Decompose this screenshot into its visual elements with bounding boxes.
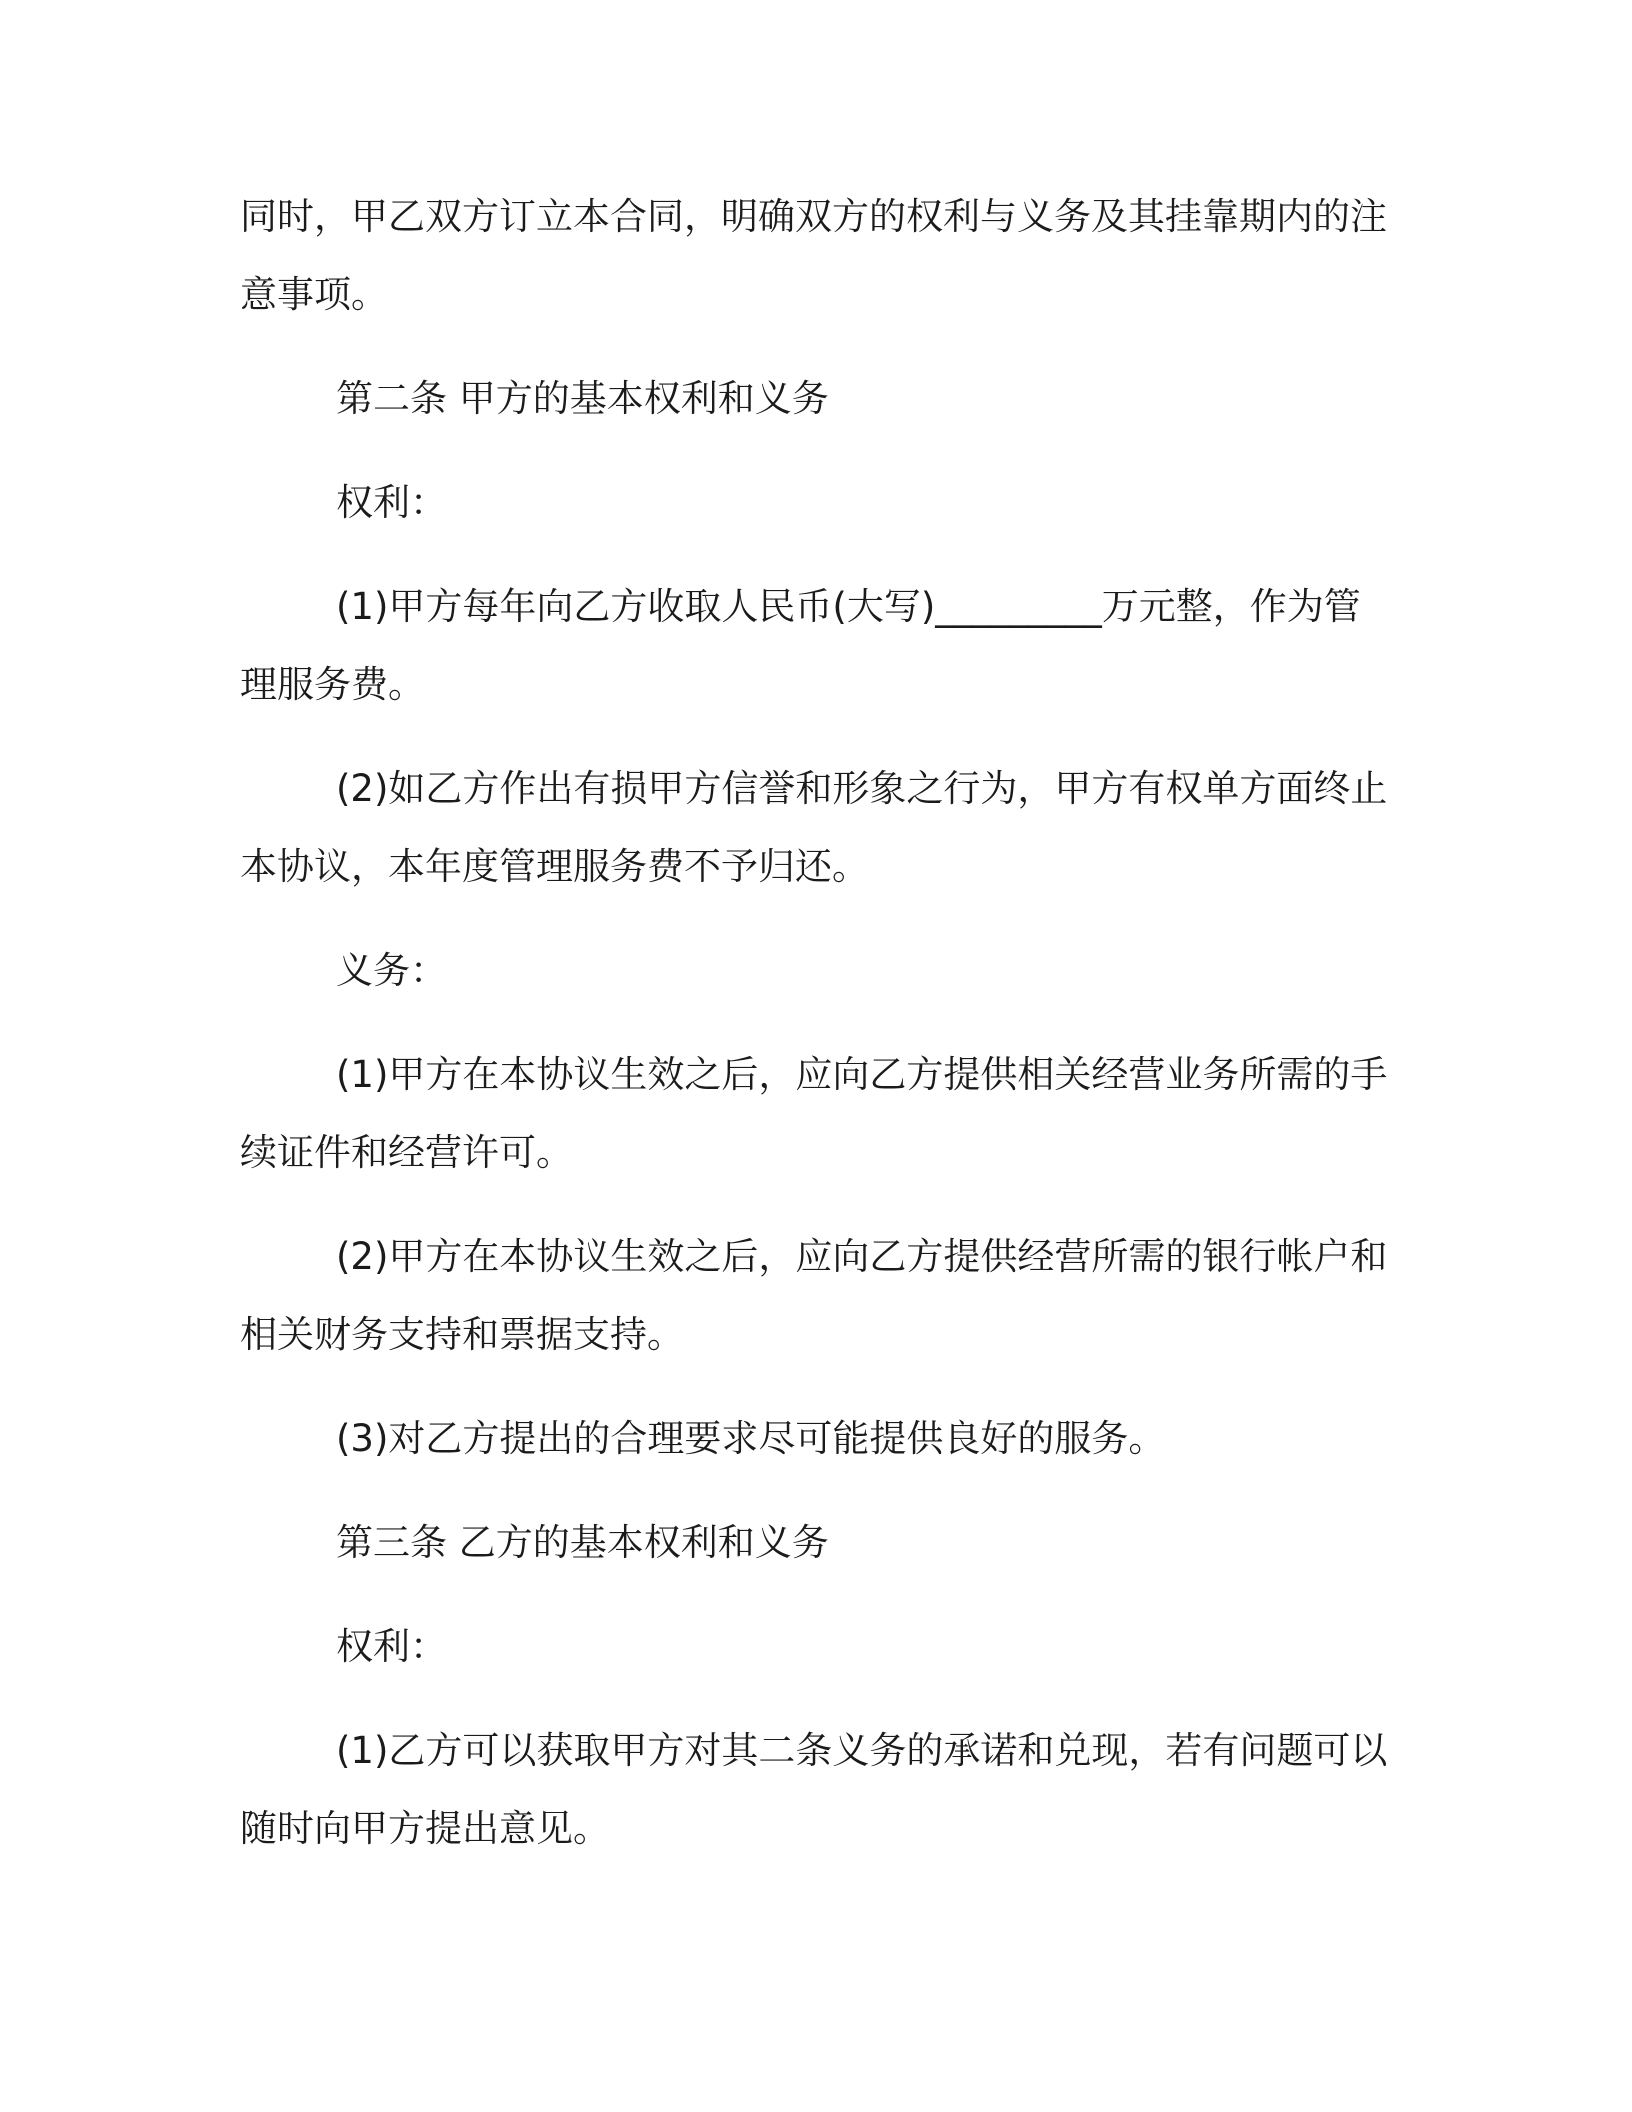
paragraph-item: (2)如乙方作出有损甲方信誉和形象之行为，甲方有权单方面终止本协议，本年度管理服务费不予归还。	[240, 767, 1388, 888]
paragraph-item: (1)甲方每年向乙方收取人民币(大写)_________万元整，作为管理服务费。	[240, 585, 1361, 706]
paragraph-item: (3)对乙方提出的合理要求尽可能提供良好的服务。	[336, 1417, 1166, 1460]
paragraph-item: (2)甲方在本协议生效之后，应向乙方提供经营所需的银行帐户和相关财务支持和票据支持。	[240, 1235, 1388, 1356]
section-heading-article-2: 第二条 甲方的基本权利和义务	[336, 377, 829, 420]
subheading-rights: 权利：	[336, 481, 447, 524]
subheading-rights: 权利：	[336, 1625, 447, 1668]
paragraph-item: (1)甲方在本协议生效之后，应向乙方提供相关经营业务所需的手续证件和经营许可。	[240, 1053, 1388, 1174]
document-body	[240, 178, 1390, 1894]
paragraph-item: (1)乙方可以获取甲方对其二条义务的承诺和兑现，若有问题可以随时向甲方提出意见。	[240, 1729, 1388, 1850]
paragraph-intro: 同时，甲乙双方订立本合同，明确双方的权利与义务及其挂靠期内的注意事项。	[240, 195, 1387, 316]
section-heading-article-3: 第三条 乙方的基本权利和义务	[336, 1521, 829, 1564]
subheading-obligations: 义务：	[336, 949, 447, 992]
